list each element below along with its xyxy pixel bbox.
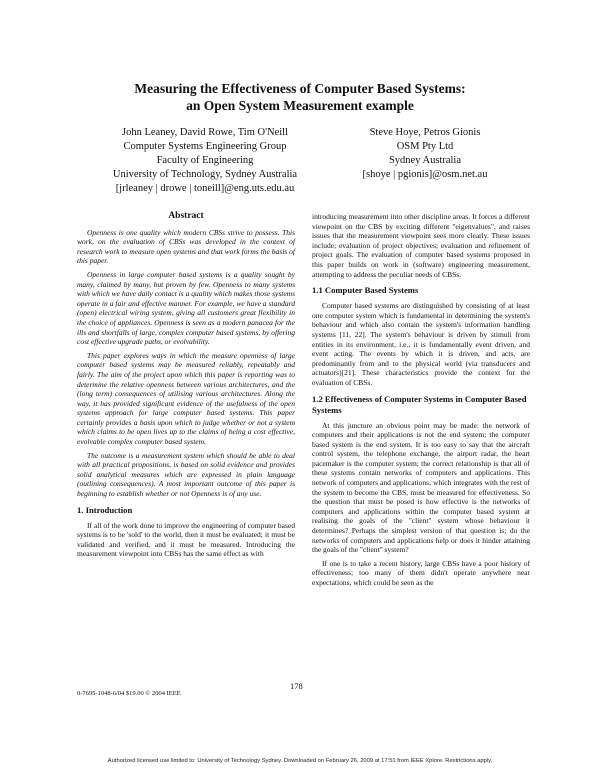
- author-location: Sydney Australia: [388, 155, 462, 166]
- introduction-paragraph: If all of the work done to improve the engineering of computer based systems is to be 'sold' to the world, then it must be evaluated; it must be validated and verified, and it must be measured. Introducing the measurement viewpoint into CBSs has the same effect as with: [77, 520, 295, 559]
- author-emails: [shoye | pgionis]@osm.net.au: [362, 169, 488, 180]
- license-notice: Authorized licensed use limited to: University of Technology Sydney. Downloaded on February 26, 2009 at 17:51 from IEEE Xplore. Restrictions apply.: [107, 758, 493, 764]
- abstract-section: [77, 212, 295, 499]
- copyright-line: 0-7695-1048-6/04 $19.00 © 2004 IEEE: [77, 690, 181, 697]
- left-column: [77, 212, 295, 563]
- author-university: University of Technology, Sydney Australia: [112, 169, 298, 180]
- author-names: John Leaney, David Rowe, Tim O'Neill: [122, 127, 288, 138]
- introduction-heading: 1. Introduction: [77, 504, 133, 515]
- introduction-section: [77, 505, 295, 559]
- author-group: Computer Systems Engineering Group: [123, 141, 287, 152]
- author-faculty: Faculty of Engineering: [156, 155, 254, 166]
- title-line-2: an Open System Measurement example: [186, 98, 414, 113]
- abstract-paragraph: Openness is one quality which modern CBSs strive to possess. This work, on the evaluation of CBSs was developed in the context of research work to measure open systems and that work forms the basis of this paper.: [77, 227, 295, 266]
- author-block-osm: [330, 126, 520, 182]
- introduction-continued: introducing measurement into other discipline areas. It forces a different viewpoint on the CBS by exciting different "eigenvalues", and raises issues that the measurement viewpoint sees more clearly. These issues include; evaluation of project objectives; evaluation and refinement of project goals. The evaluation of computer based systems proposed in this paper builds on work in (software) engineering measurement, attempting to address the peculiar needs of CBSs.: [312, 212, 530, 279]
- section-1-1-heading: 1.1 Computer Based Systems: [312, 285, 419, 296]
- paper-title: [60, 80, 540, 114]
- section-1-2-paragraph: At this juncture an obvious point may be made: the network of computers and their applications is not the end system; the computer based system is the end system. It is too easy to say that the aircraft control system, the telephone exchange, the airport radar, the heart pacemaker is the computer system; the correct relationship is that all of these systems contain networks of computers and applications. This network of computers and applications, which integrates with the rest of the system to become the CBS, must be measured for effectiveness. So the question that must be posed is how effective is the networks of computers and applications within the computer based system at realising the goals of the "client" system whose behaviour it determines? Perhaps the simplest version of that question is; do the networks of computers and applications help or does it hinder attaining the goals of the "client" system?: [312, 420, 530, 555]
- section-1-2-heading: 1.2 Effectiveness of Computer Systems in Computer Based Systems: [312, 393, 527, 415]
- abstract-heading: Abstract: [168, 211, 204, 221]
- abstract-paragraph: Openness in large computer based systems is a quality sought by many, claimed by many, but proven by few. Openness to many systems with which we have daily contact is a quality which makes those systems operate in a fair and effective manner. For example, we have a standard (open) electrical wiring system, giving all customers great flexibility in the choice of appliances. Openness is seen as a modern panacea for the ills and shortfalls of large, complex computer based systems, by offering cost effective upgrade paths, or evolvability.: [77, 269, 295, 347]
- section-1-2-paragraph: If one is to take a recent history, large CBSs have a poor history of effectiveness; too many of them didn't operate anywhere near expectations, which could be seen as the: [312, 558, 530, 587]
- author-names: Steve Hoye, Petros Gionis: [369, 127, 481, 138]
- abstract-paragraph: The outcome is a measurement system which should be able to deal with all practical propositions, is based on solid evidence and provides solid analytical measures which are expressed in plain language (outlining consequences). A most important outcome of this paper is beginning to establish whether or not Openness is of any use.: [77, 450, 295, 499]
- author-emails: [jrleaney | drowe | toneill]@eng.uts.edu.au: [115, 183, 295, 194]
- author-company: OSM Pty Ltd: [396, 141, 454, 152]
- page-number: 178: [290, 681, 303, 691]
- title-line-1: Measuring the Effectiveness of Computer Based Systems:: [134, 81, 466, 96]
- right-column: [312, 212, 530, 592]
- abstract-paragraph: This paper explores ways in which the measure openness of large computer based systems may be measured reliably, repeatably and fairly. The aim of the project upon which this paper is reporting was to determine the relative openness between various architectures, and the (long term) consequences of utilising various architectures. Along the way, it has provided significant evidence of the usefulness of the open systems approach for large computer based systems. This paper certainly provides a basis upon which to judge whether or not a system which claims to be open lives up to the claims of being a cost effective, evolvable complex computer based system.: [77, 350, 295, 447]
- author-block-uts: [90, 126, 320, 196]
- section-1-1-paragraph: Computer based systems are distinguished by consisting of at least one computer system which is fundamental in determining the system's behaviour and which also contain the system's information handling systems [11, 22]. The system's behaviour is driven by stimuli from entities in its environment, i.e., it is fundamentally event driven, and event acting. The events by which it is driven, and acts, are predominantly from and to the physical world (via transducers and actuators)[21]. These characteristics provide the context for the evaluation of CBSs.: [312, 301, 530, 387]
